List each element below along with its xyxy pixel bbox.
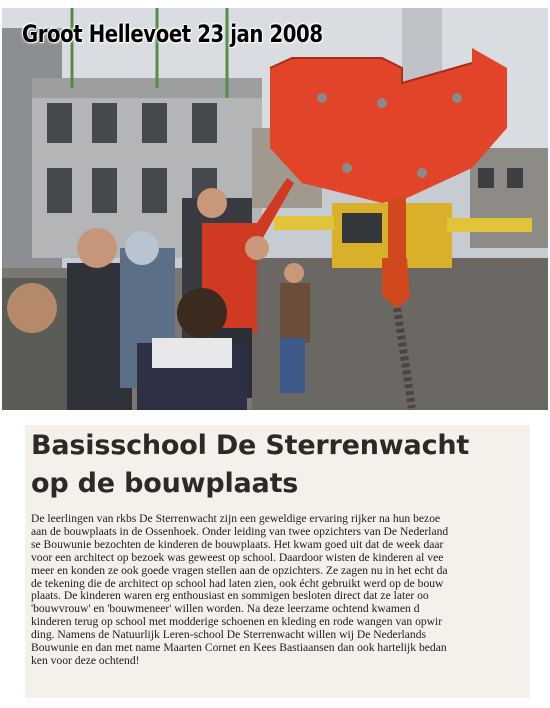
body-line: 'bouwvrouw' en 'bouwmeneer' willen worden. Na deze leerzame ochtend kwamen d — [31, 602, 420, 616]
body-line: kinderen terug op school met modderige schoenen en kleding en rode wangen van opwir — [31, 615, 443, 629]
body-line: se Bouwunie bezochten de kinderen de bouwplaats. Het kwam goed uit dat de week daar — [31, 537, 444, 551]
body-line: De leerlingen van rkbs De Sterrenwacht zijn een geweldige ervaring rijker na hun bezoe — [31, 512, 441, 525]
newspaper-clipping — [25, 425, 530, 698]
body-line: Bouwunie en dan met name Maarten Cornet en Kees Bastiaansen dan ook hartelijk bedan — [31, 641, 447, 655]
body-line: plaats. De kinderen waren erg enthousiast en sommigen besloten direct dat ze later oo — [31, 589, 429, 603]
body-line: voor een architect op bezoek was geweest op school. Daardoor wisten de kinderen al vee — [31, 550, 444, 564]
body-line: ding. Namens de Natuurlijk Leren-school De Sterrenwacht willen wij De Nederlands — [31, 628, 427, 642]
headline-line: Basisschool De Sterrenwacht — [31, 430, 470, 461]
article-body — [31, 513, 530, 668]
photo-caption: Groot Hellevoet 23 jan 2008 — [22, 20, 323, 48]
body-line: ken voor deze ochtend! — [31, 653, 140, 667]
article-headline — [31, 427, 530, 503]
news-photo — [2, 8, 548, 410]
headline-line: op de bouwplaats — [31, 468, 299, 499]
body-line: meer en konden ze ook goede vragen stellen aan de opzichters. Ze zagen nu in het echt da — [31, 563, 448, 577]
body-line: de tekening die de architect op school had laten zien, ook écht gebruikt werd op de bouw — [31, 576, 444, 590]
construction-site-scene — [2, 8, 548, 410]
body-line: aan de bouwplaats in de Ossenhoek. Onder leiding van twee opzichters van De Nederland — [31, 524, 449, 538]
